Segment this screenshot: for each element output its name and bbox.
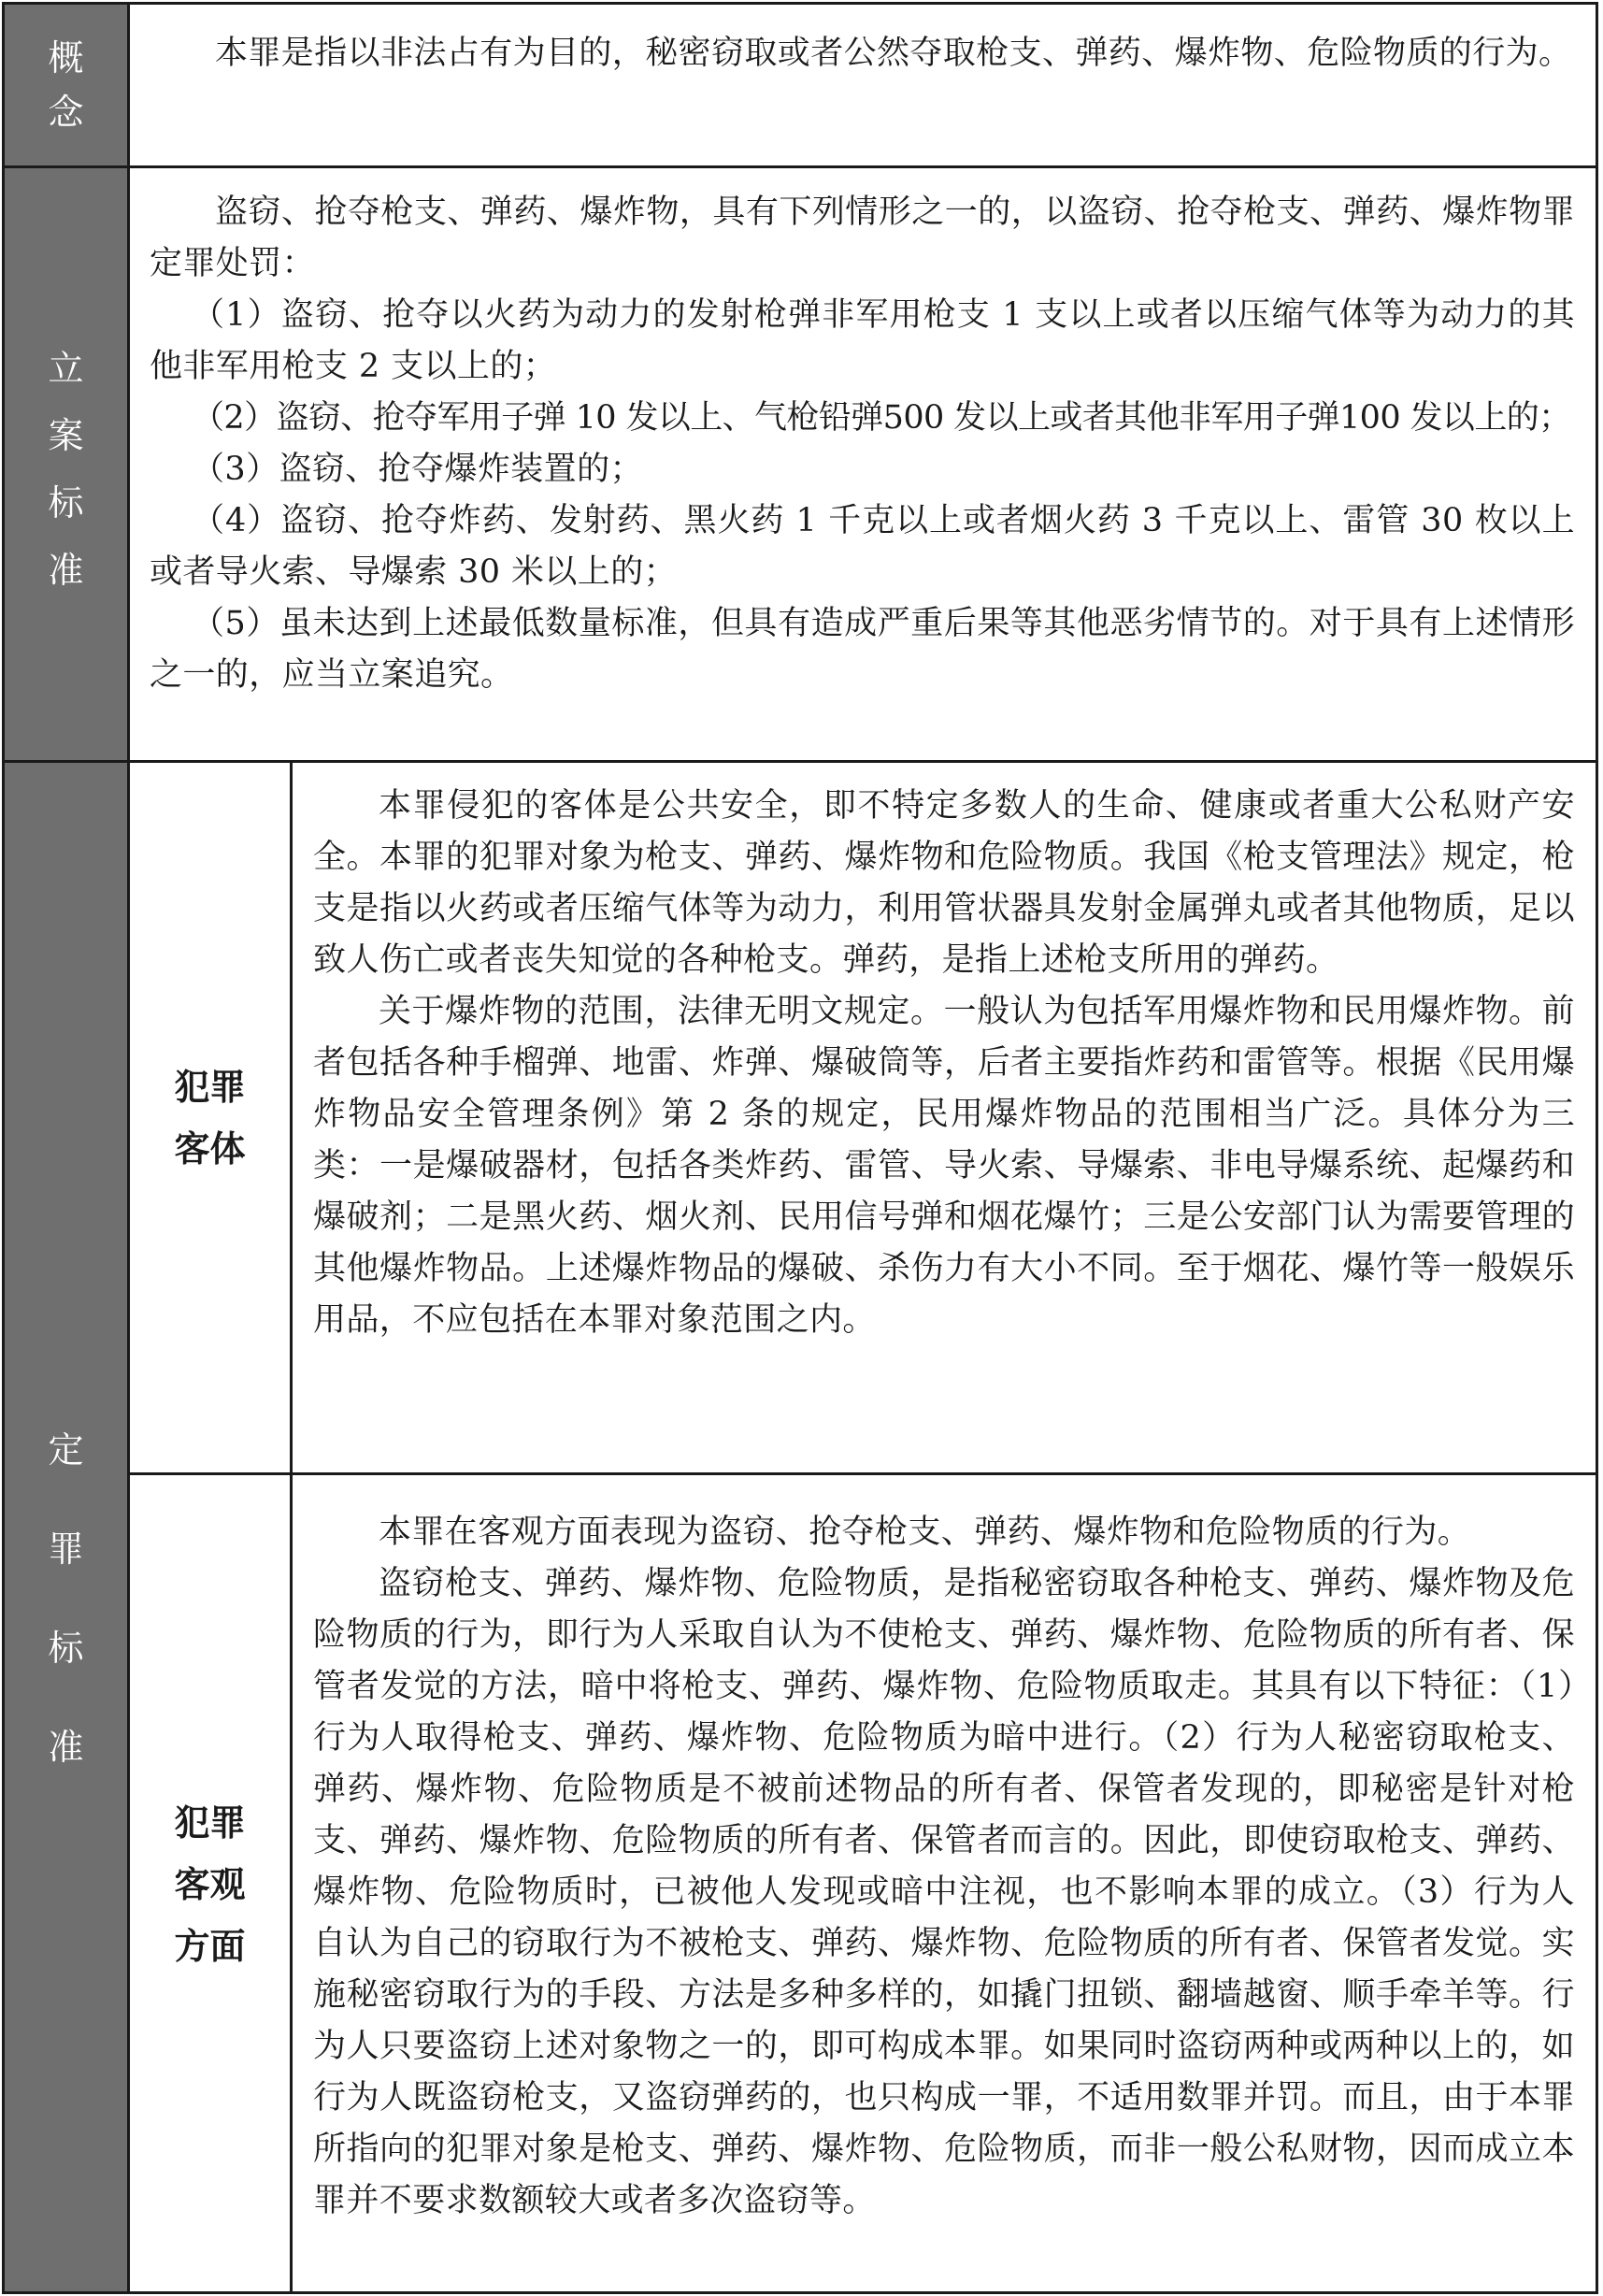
filing-paragraph: 盗窃、抢夺枪支、弹药、爆炸物，具有下列情形之一的，以盗窃、抢夺枪支、弹药、爆炸物罪定罪处罚：	[150, 194, 1575, 282]
crime-object-paragraph: 关于爆炸物的范围，法律无明文规定。一般认为包括军用爆炸物和民用爆炸物。前者包括各种手榴弹、地雷、炸弹、爆破筒等，后者主要指炸药和雷管等。根据《民用爆炸物品安全管理条例》第 2 条的规定，民用爆炸物品的范围相当广泛。具体分为三类：一是爆破器材，包括各类炸药、雷管、导火索、导爆索、非电导爆系统、起爆药和爆破剂；二是黑火药、烟火剂、民用信号弹和烟花爆竹；三是公安部门认为需要管理的其他爆炸物品。上述爆炸物品的爆破、杀伤力有大小不同。至于烟花、爆竹等一般娱乐用品，不应包括在本罪对象范围之内。	[313, 993, 1575, 1339]
column-divider	[127, 2, 130, 2294]
filing-header-char: 立	[48, 347, 84, 389]
concept-header-char: 概	[48, 37, 84, 79]
row-divider	[2, 760, 1598, 763]
filing-item: （1）盗窃、抢夺以火药为动力的发射枪弹非军用枪支 1 支以上或者以压缩气体等为动力的其他非军用枪支 2 支以上的；	[150, 296, 1575, 385]
concept-text	[150, 28, 1575, 79]
filing-item: （2）盗窃、抢夺军用子弹 10 发以上、气枪铅弹500 发以上或者其他非军用子弹100 发以上的；	[192, 399, 1571, 437]
conviction-header-char: 定	[48, 1428, 84, 1471]
row-divider	[2, 165, 1598, 168]
crime-objective-text	[313, 1507, 1575, 2227]
table-border-right	[1596, 2, 1598, 2294]
crime-object-text	[313, 781, 1575, 1346]
filing-item: （4）盗窃、抢夺炸药、发射药、黑火药 1 千克以上或者烟火药 3 千克以上、雷管 30 枚以上或者导火索、导爆索 30 米以上的；	[150, 502, 1575, 591]
concept-header-char: 念	[48, 92, 84, 133]
crime-objective-paragraph: 本罪在客观方面表现为盗窃、抢夺枪支、弹药、爆炸物和危险物质的行为。	[379, 1514, 1471, 1551]
table-border-left	[2, 2, 5, 2294]
filing-item: （3）盗窃、抢夺爆炸装置的；	[192, 451, 643, 488]
filing-standard-text	[150, 187, 1575, 701]
concept-paragraph: 本罪是指以非法占有为目的，秘密窃取或者公然夺取枪支、弹药、爆炸物、危险物质的行为。	[215, 35, 1572, 72]
crime-objective-label	[130, 1475, 290, 2293]
crime-object-label	[130, 763, 290, 1472]
concept-header	[5, 5, 127, 165]
table-border-bottom	[2, 2291, 1598, 2294]
filing-header-char: 准	[48, 549, 84, 591]
conviction-header-char: 准	[48, 1726, 84, 1768]
crime-objective-label-line: 客观	[174, 1863, 246, 1905]
crime-object-paragraph: 本罪侵犯的客体是公共安全，即不特定多数人的生命、健康或者重大公私财产安全。本罪的犯罪对象为枪支、弹药、爆炸物和危险物质。我国《枪支管理法》规定，枪支是指以火药或者压缩气体等为动力，利用管状器具发射金属弹丸或者其他物质，足以致人伤亡或者丧失知觉的各种枪支。弹药，是指上述枪支所用的弹药。	[313, 787, 1575, 979]
crime-object-label-line: 犯罪	[174, 1066, 246, 1108]
crime-object-label-line: 客体	[174, 1127, 246, 1170]
table-border-top	[2, 2, 1598, 5]
filing-header-char: 案	[48, 414, 84, 456]
crime-objective-paragraph: 盗窃枪支、弹药、爆炸物、危险物质，是指秘密窃取各种枪支、弹药、爆炸物及危险物质的行为，即行为人采取自认为不使枪支、弹药、爆炸物、危险物质的所有者、保管者发觉的方法，暗中将枪支、弹药、爆炸物、危险物质取走。其具有以下特征：（1）行为人取得枪支、弹药、爆炸物、危险物质为暗中进行。（2）行为人秘密窃取枪支、弹药、爆炸物、危险物质是不被前述物品的所有者、保管者发现的，即秘密是针对枪支、弹药、爆炸物、危险物质的所有者、保管者而言的。因此，即使窃取枪支、弹药、爆炸物、危险物质时，已被他人发现或暗中注视，也不影响本罪的成立。（3）行为人自认为自己的窃取行为不被枪支、弹药、爆炸物、危险物质的所有者、保管者发觉。实施秘密窃取行为的手段、方法是多种多样的，如撬门扭锁、翻墙越窗、顺手牵羊等。行为人只要盗窃上述对象物之一的，即可构成本罪。如果同时盗窃两种或两种以上的，如行为人既盗窃枪支，又盗窃弹药的，也只构成一罪，不适用数罪并罚。而且，由于本罪所指向的犯罪对象是枪支、弹药、爆炸物、危险物质，而非一般公私财物，因而成立本罪并不要求数额较大或者多次盗窃等。	[313, 1565, 1575, 2219]
crime-objective-label-line: 方面	[174, 1925, 246, 1967]
conviction-standard-header	[5, 763, 127, 2293]
filing-item: （5）虽未达到上述最低数量标准，但具有造成严重后果等其他恶劣情节的。对于具有上述情形之一的，应当立案追究。	[150, 605, 1575, 694]
conviction-header-char: 标	[48, 1627, 84, 1669]
filing-standard-header	[5, 168, 127, 760]
crime-objective-label-line: 犯罪	[174, 1801, 246, 1844]
filing-header-char: 标	[48, 481, 84, 524]
subrow-divider	[127, 1472, 1598, 1475]
conviction-header-char: 罪	[48, 1528, 84, 1570]
subcolumn-divider	[290, 760, 293, 2294]
